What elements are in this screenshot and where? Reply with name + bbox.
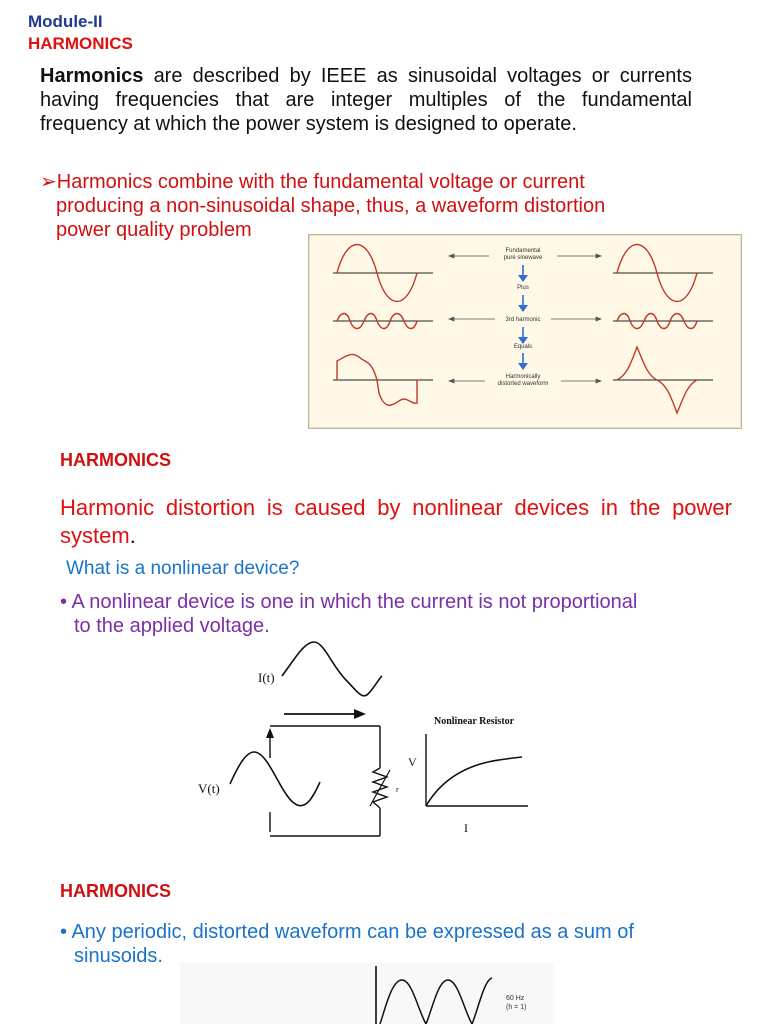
bullet-harmonics-combine: [40, 170, 692, 242]
bullet1-line1: Harmonics combine with the fundamental voltage or current: [56, 171, 585, 193]
harmonic-combination-figure: [308, 234, 742, 429]
current-label: I(t): [258, 670, 275, 685]
voltage-waveform: [230, 752, 320, 806]
section2-title: HARMONICS: [60, 450, 171, 470]
periodic-statement: [60, 920, 720, 968]
down-arrow-3-head-icon: [518, 337, 528, 344]
sinusoid-figure-bg: [180, 962, 554, 1024]
label-fundamental-1: Fundamental: [505, 248, 541, 254]
label-distorted-2: distorted waveform: [497, 381, 549, 387]
distortion-text: Harmonic distortion is caused by nonlinear devices in the power system: [60, 495, 732, 548]
distortion-period: .: [129, 523, 136, 548]
sinusoid-label-2: (h = 1): [506, 1004, 527, 1011]
intro-text: are described by IEEE as sinusoidal voltages or currents having frequencies that are integer multiples of the fundamental frequency at which the power system is designed to operate.: [40, 65, 692, 135]
nonlinear-bullet: • A nonlinear device is one in which the current is not proportional: [60, 591, 638, 613]
section3-title: HARMONICS: [60, 881, 171, 901]
intro-paragraph: [40, 64, 692, 136]
distortion-statement: [60, 494, 732, 550]
h-arrow-right-3-head-icon: [596, 379, 601, 383]
label-third-harmonic: 3rd harmonic: [505, 317, 541, 323]
current-waveform: [282, 642, 382, 696]
h-arrow-right-1-head-icon: [596, 254, 601, 258]
graph-title: Nonlinear Resistor: [434, 716, 515, 727]
resistor-label: r: [396, 785, 399, 794]
intro-term: Harmonics: [40, 65, 144, 87]
page-title: HARMONICS: [28, 34, 133, 53]
voltage-arrow-head-icon: [266, 728, 274, 738]
label-fundamental-2: pure sinewave: [503, 255, 543, 261]
sinusoid-label-1: 60 Hz: [506, 995, 525, 1002]
h-arrow-right-2-head-icon: [596, 317, 601, 321]
arrow-bullet-icon: ➢: [40, 171, 57, 193]
label-plus: Plus: [517, 285, 529, 291]
h-arrow-left-2-head-icon: [449, 317, 454, 321]
down-arrow-1-head-icon: [518, 275, 528, 282]
periodic-bullet-cont: sinusoids.: [74, 945, 163, 967]
voltage-label: V(t): [198, 781, 220, 796]
label-distorted-1: Harmonically: [505, 374, 541, 380]
nonlinear-question: What is a nonlinear device?: [66, 558, 300, 579]
graph-curve: [426, 757, 522, 806]
graph-i-label: I: [464, 821, 468, 835]
sinusoid-sum-figure: [180, 962, 554, 1024]
h-arrow-left-1-head-icon: [449, 254, 454, 258]
module-label: Module-II: [28, 12, 103, 31]
resistor-variable-arrow: [370, 770, 390, 806]
down-arrow-2-head-icon: [518, 305, 528, 312]
harmonic-figure-svg: [309, 235, 741, 428]
graph-v-label: V: [408, 755, 417, 769]
nonlinear-bullet-cont: to the applied voltage.: [74, 615, 270, 637]
current-arrow-head-icon: [354, 709, 366, 719]
h-arrow-left-3-head-icon: [449, 379, 454, 383]
periodic-bullet: • Any periodic, distorted waveform can be expressed as a sum of: [60, 921, 634, 943]
bullet1-line3: power quality problem: [56, 219, 252, 241]
down-arrow-4-head-icon: [518, 363, 528, 370]
nonlinear-definition: [60, 590, 732, 638]
bullet1-line2: producing a non-sinusoidal shape, thus, a waveform distortion: [56, 195, 606, 217]
nonlinear-circuit-figure: [190, 636, 540, 850]
label-equals: Equals: [513, 344, 533, 350]
